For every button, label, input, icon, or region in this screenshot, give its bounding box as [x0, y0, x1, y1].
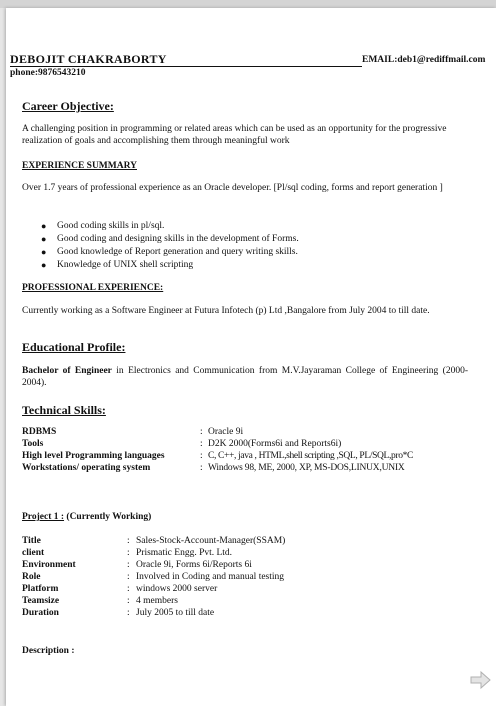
- project-value: Prismatic Engg. Pvt. Ltd.: [136, 548, 233, 558]
- top-strip: [0, 0, 496, 8]
- project-row: [22, 607, 482, 619]
- project-key: Title: [22, 536, 41, 546]
- project-separator: :: [127, 596, 130, 606]
- skill-key: Tools: [22, 439, 44, 449]
- description-label: Description :: [22, 646, 75, 656]
- email-text: EMAIL:deb1@rediffmail.com: [362, 55, 486, 65]
- project-separator: :: [127, 536, 130, 546]
- skill-row: [22, 438, 482, 450]
- project-separator: :: [127, 608, 130, 618]
- technical-skills-heading: Technical Skills:: [22, 403, 106, 417]
- project-key: Environment: [22, 560, 76, 570]
- degree-name: Bachelor of Engineer: [22, 366, 112, 376]
- phone-text: phone:9876543210: [10, 68, 86, 78]
- project-key: Teamsize: [22, 596, 60, 606]
- bullet-icon: ●: [41, 260, 47, 270]
- skill-key: Workstations/ operating system: [22, 463, 151, 473]
- career-objective-text: A challenging position in programming or related areas which can be used as an opportunity for the progressive realization of goals and accomplishing them through meaningful work: [22, 124, 447, 146]
- project-heading: Project 1 : (Currently Working): [22, 512, 152, 522]
- bullet-icon: ●: [41, 234, 47, 244]
- project-row: [22, 595, 482, 607]
- project-key: Platform: [22, 584, 59, 594]
- skill-value: Oracle 9i: [208, 427, 244, 437]
- project-value: Sales-Stock-Account-Manager(SSAM): [136, 536, 286, 546]
- skill-value: C, C++, java , HTML,shell scripting ,SQL, PL/SQL,pro*C: [208, 451, 414, 461]
- project-row: [22, 571, 482, 583]
- project-separator: :: [127, 572, 130, 582]
- project-separator: :: [127, 560, 130, 570]
- project-row: [22, 559, 482, 571]
- bullet-icon: ●: [41, 221, 47, 231]
- project-value: July 2005 to till date: [136, 608, 215, 618]
- resume-page: [6, 8, 496, 706]
- skill-separator: :: [200, 463, 203, 473]
- project-row: [22, 583, 482, 595]
- experience-summary-heading: EXPERIENCE SUMMARY: [22, 161, 137, 171]
- skill-separator: :: [200, 451, 203, 461]
- project-key: Duration: [22, 608, 59, 618]
- candidate-name: DEBOJIT CHAKRABORTY: [10, 52, 362, 67]
- next-arrow-icon[interactable]: [470, 670, 492, 690]
- project-key: Role: [22, 572, 41, 582]
- project-separator: :: [127, 548, 130, 558]
- skill-value: Windows 98, ME, 2000, XP, MS-DOS,LINUX,UNIX: [208, 463, 405, 473]
- experience-bullet-4: ● Knowledge of UNIX shell scripting: [41, 260, 194, 270]
- skill-separator: :: [200, 439, 203, 449]
- skill-row: [22, 462, 482, 474]
- skill-separator: :: [200, 427, 203, 437]
- skill-value: D2K 2000(Forms6i and Reports6i): [208, 439, 342, 449]
- experience-bullet-2: ● Good coding and designing skills in the development of Forms.: [41, 234, 299, 244]
- project-value: Involved in Coding and manual testing: [136, 572, 285, 582]
- skill-row: [22, 450, 482, 462]
- skill-key: RDBMS: [22, 427, 57, 437]
- technical-skills-table: [22, 426, 482, 474]
- skill-key: High level Programming languages: [22, 451, 165, 461]
- experience-summary-text: Over 1.7 years of professional experience as an Oracle developer. [Pl/sql coding, forms and report generation ]: [22, 183, 443, 193]
- experience-bullet-1: ● Good coding skills in pl/sql.: [41, 221, 165, 231]
- bullet-icon: ●: [41, 247, 47, 257]
- professional-experience-heading: PROFESSIONAL EXPERIENCE:: [22, 283, 164, 293]
- project-value: 4 members: [136, 596, 178, 606]
- project-value: windows 2000 server: [136, 584, 218, 594]
- career-objective-heading: Career Objective:: [22, 99, 114, 113]
- project-heading-link: Project 1 :: [22, 512, 65, 522]
- education-text: Bachelor of Engineer in Electronics and Communication from M.V.Jayaraman College of Engineering (2000-2004).: [22, 366, 469, 388]
- project-separator: :: [127, 584, 130, 594]
- project-row: [22, 535, 482, 547]
- project-key: client: [22, 548, 45, 558]
- project-row: [22, 547, 482, 559]
- professional-experience-text: Currently working as a Software Engineer at Futura Infotech (p) Ltd ,Bangalore from July 2004 to till date.: [22, 306, 430, 316]
- project-value: Oracle 9i, Forms 6i/Reports 6i: [136, 560, 252, 570]
- educational-profile-heading: Educational Profile:: [22, 340, 126, 354]
- project-details-table: [22, 535, 482, 619]
- experience-bullet-3: ● Good knowledge of Report generation and query writing skills.: [41, 247, 298, 257]
- skill-row: [22, 426, 482, 438]
